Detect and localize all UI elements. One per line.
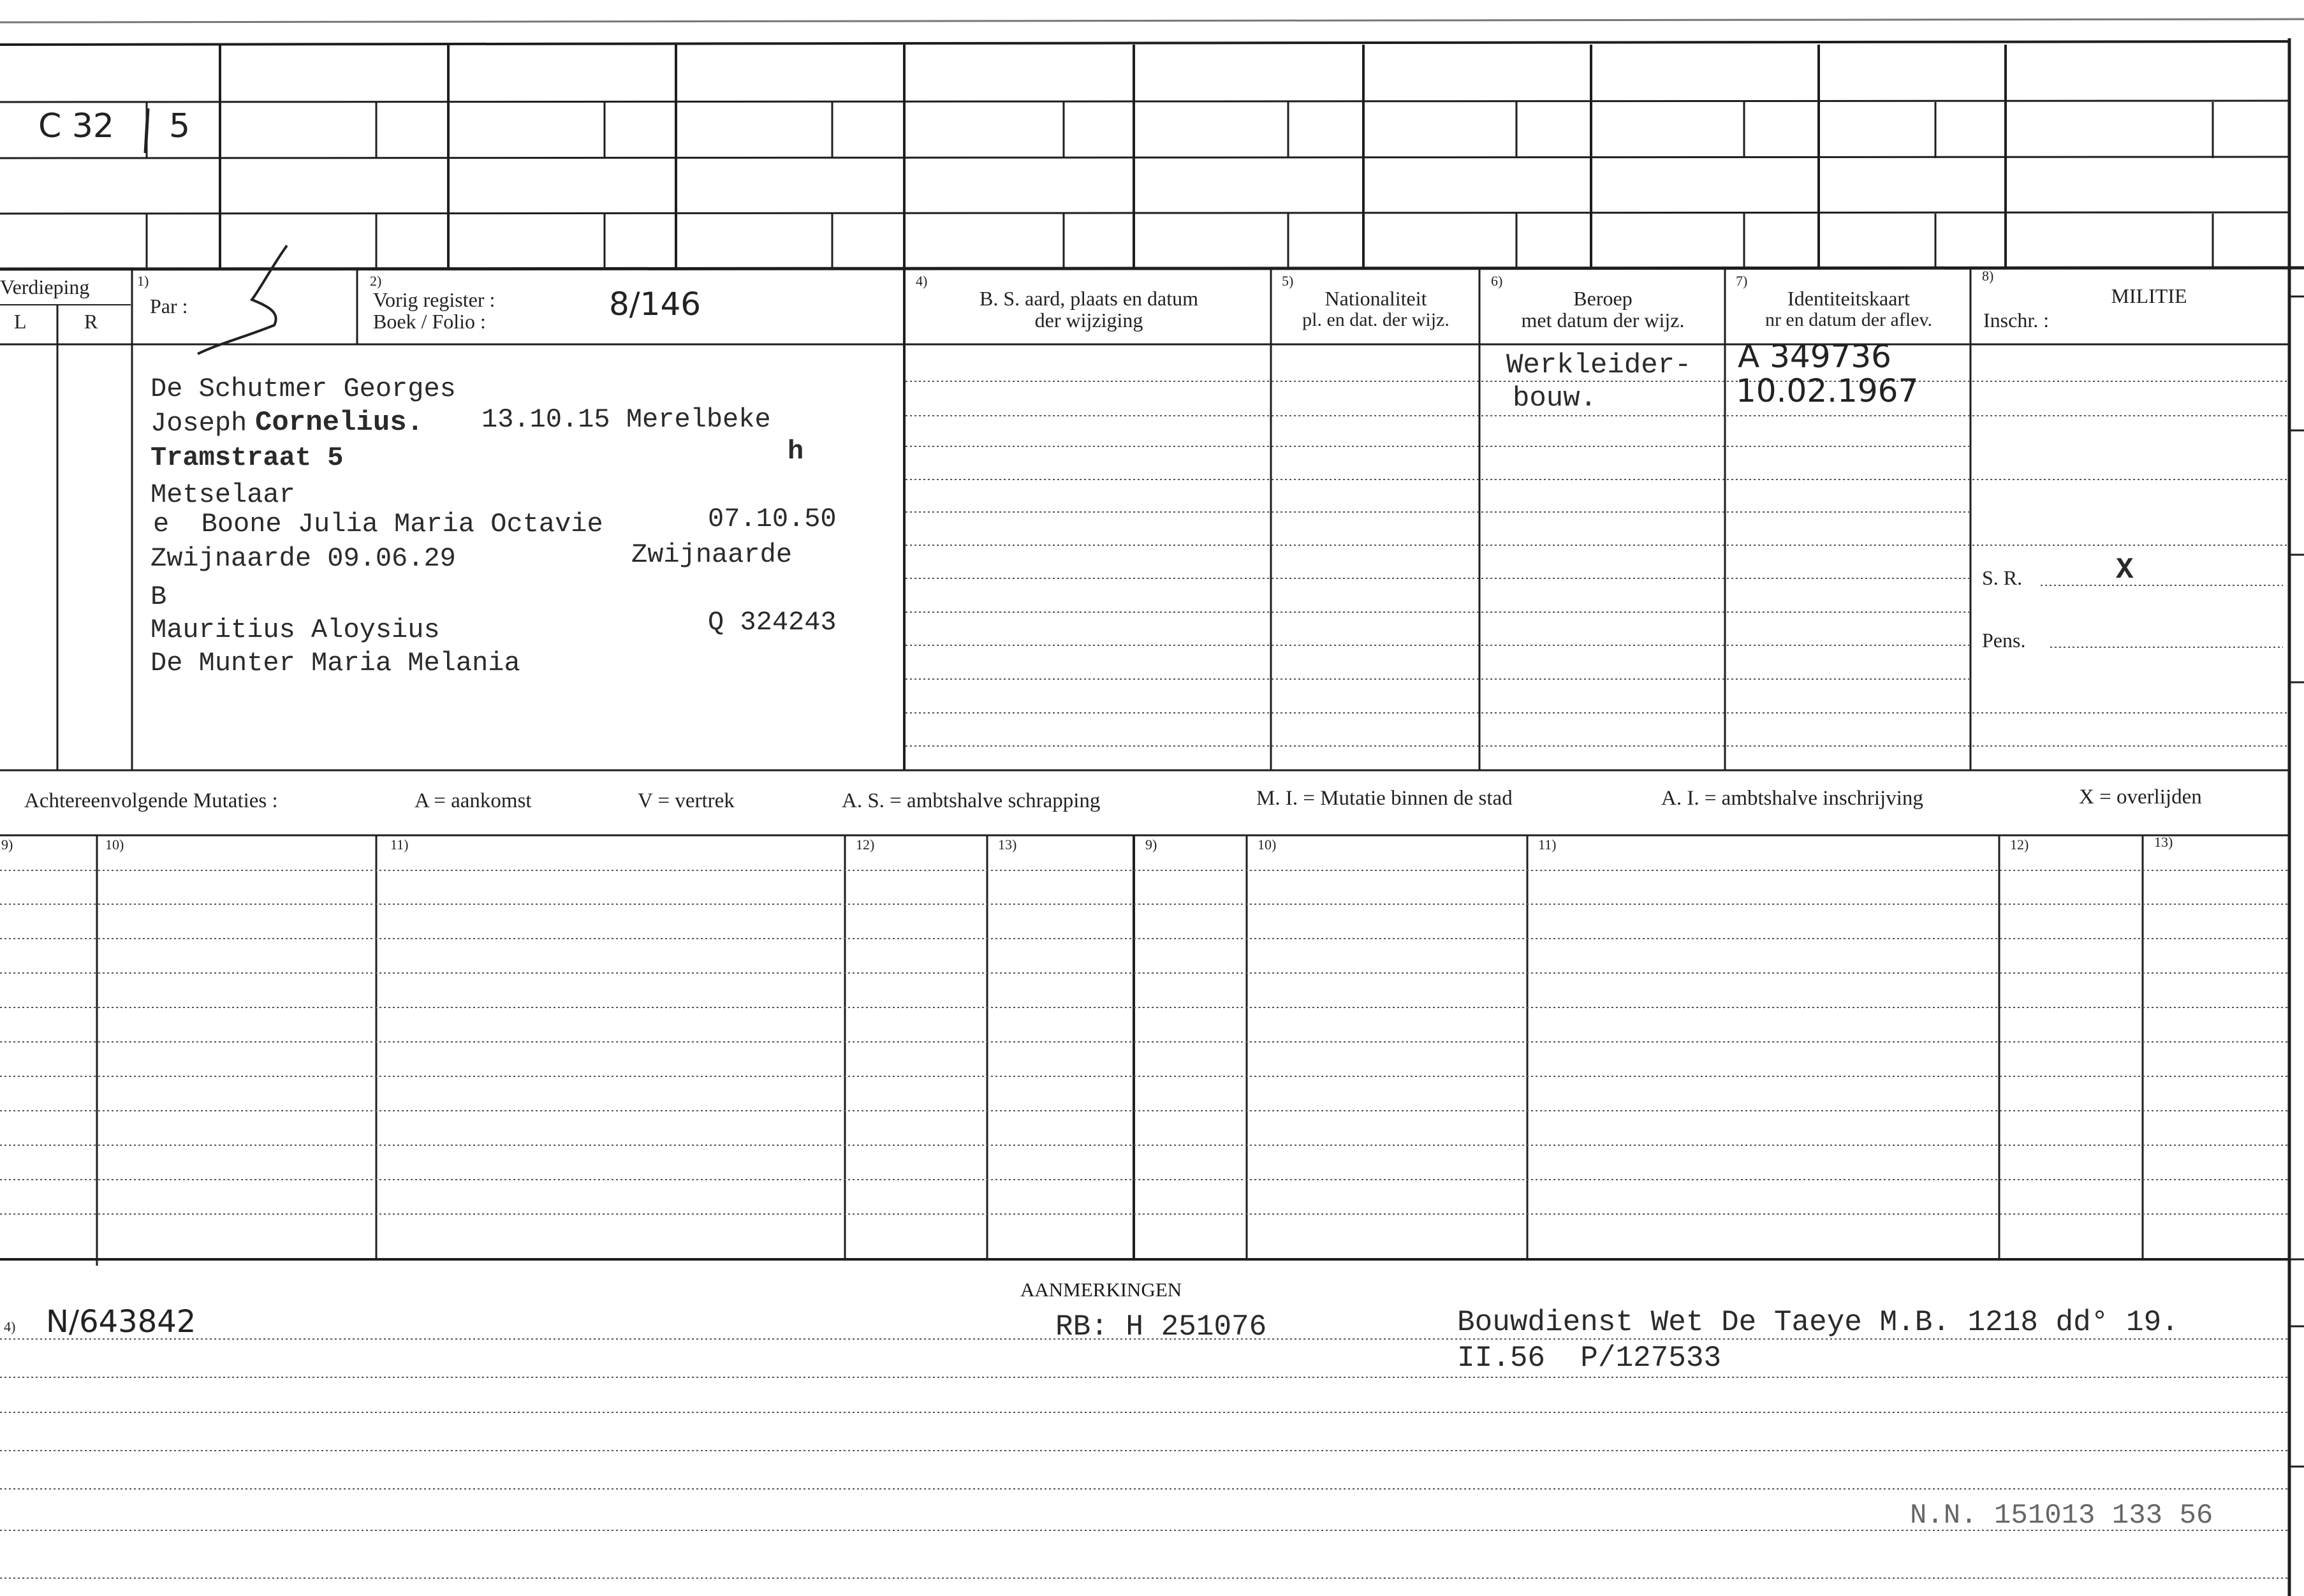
col7-line2: nr en datum der aflev. [1765, 309, 1933, 330]
person-line-1: De Schutmer Georges [150, 374, 456, 404]
par-label: Par : [150, 295, 188, 318]
person-line-5-date: 07.10.50 [708, 504, 837, 534]
code-value: C 32 [38, 107, 115, 145]
mut-col-11b: 11) [1538, 837, 1557, 853]
aanmerkingen-title: AANMERKINGEN [1020, 1278, 1182, 1301]
beroep-line-1: Werkleider- [1506, 349, 1692, 381]
mut-col-10a: 10) [105, 837, 124, 853]
number-value: 5 [169, 107, 191, 145]
legend-aankomst: A = aankomst [415, 789, 532, 812]
beroep-line-2: bouw. [1513, 383, 1597, 414]
person-line-8: Mauritius Aloysius [150, 615, 440, 645]
register-value: 8/146 [609, 286, 701, 323]
mut-col-10b: 10) [1258, 837, 1277, 853]
col4-number: 4) [916, 273, 928, 289]
person-line-3: Tramstraat 5 [150, 443, 344, 473]
aanmerkingen-num: 4) [4, 1319, 16, 1335]
nn-handwritten: N/643842 [46, 1304, 196, 1340]
col4-line1: B. S. aard, plaats en datum [979, 287, 1199, 310]
col5-line2: pl. en dat. der wijz. [1302, 309, 1449, 330]
person-line-2c: 13.10.15 Merelbeke [481, 404, 771, 435]
person-line-9: De Munter Maria Melania [150, 648, 520, 678]
note-line-1: Bouwdienst Wet De Taeye M.B. 1218 dd° 19. [1457, 1306, 2179, 1339]
col6-number: 6) [1491, 273, 1503, 289]
person-line-6: Zwijnaarde 09.06.29 [150, 543, 456, 574]
legend-vertrek: V = vertrek [638, 789, 735, 812]
person-line-4: Metselaar [150, 480, 295, 510]
id-number: A 349736 [1738, 338, 1891, 375]
verdieping-r: R [84, 310, 98, 333]
legend-ambtshalve-schrapping: A. S. = ambtshalve schrapping [842, 789, 1101, 812]
verdieping-label: Verdieping [0, 275, 90, 298]
col5-number: 5) [1282, 273, 1294, 289]
id-date: 10.02.1967 [1736, 372, 1919, 409]
mut-col-13b: 13) [2154, 834, 2173, 850]
mut-col-9b: 9) [1145, 837, 1157, 853]
footer-number: N.N. 151013 133 56 [1910, 1500, 2213, 1532]
col7-number: 7) [1736, 273, 1748, 289]
inschr-label: Inschr. : [1983, 309, 2050, 332]
person-line-8-code: Q 324243 [708, 607, 837, 638]
mutaties-title: Achtereenvolgende Mutaties : [24, 789, 278, 812]
col2-number: 2) [370, 273, 382, 289]
sr-value: X [2116, 553, 2134, 587]
sr-label: S. R. [1982, 566, 2023, 589]
mut-col-13a: 13) [998, 837, 1017, 853]
col8-number: 8) [1982, 268, 1994, 284]
mut-col-9a: 9) [1, 837, 13, 853]
mut-col-11a: 11) [390, 837, 409, 853]
legend-ambtshalve-inschrijving: A. I. = ambtshalve inschrijving [1661, 787, 1923, 810]
person-line-7: B [150, 582, 167, 612]
col5-line1: Nationaliteit [1324, 287, 1427, 310]
legend-mutatie-binnen-stad: M. I. = Mutatie binnen de stad [1256, 787, 1513, 810]
vorig-register-label: Vorig register : [373, 288, 495, 311]
col6-line1: Beroep [1573, 287, 1633, 310]
col6-line2: met datum der wijz. [1521, 309, 1685, 332]
pens-label: Pens. [1982, 629, 2026, 652]
person-line-6-place: Zwijnaarde [631, 539, 793, 570]
person-line-5: e Boone Julia Maria Octavie [153, 509, 603, 539]
person-line-3-mark: h [788, 436, 804, 467]
person-line-2b: Cornelius. [255, 407, 424, 439]
person-line-2a: Joseph [150, 408, 247, 439]
rb-number: RB: H 251076 [1055, 1310, 1267, 1343]
mut-col-12a: 12) [856, 837, 875, 853]
militie-title: MILITIE [2111, 284, 2187, 307]
note-line-2: II.56 P/127533 [1457, 1342, 1722, 1375]
col1-number: 1) [137, 273, 149, 289]
mut-col-12b: 12) [2010, 837, 2029, 853]
legend-overlijden: X = overlijden [2079, 786, 2202, 809]
verdieping-l: L [14, 310, 27, 333]
col7-line1: Identiteitskaart [1787, 287, 1910, 310]
col4-line2: der wijziging [1034, 309, 1143, 332]
par-signature-stroke [198, 245, 287, 354]
boek-folio-label: Boek / Folio : [373, 310, 486, 333]
